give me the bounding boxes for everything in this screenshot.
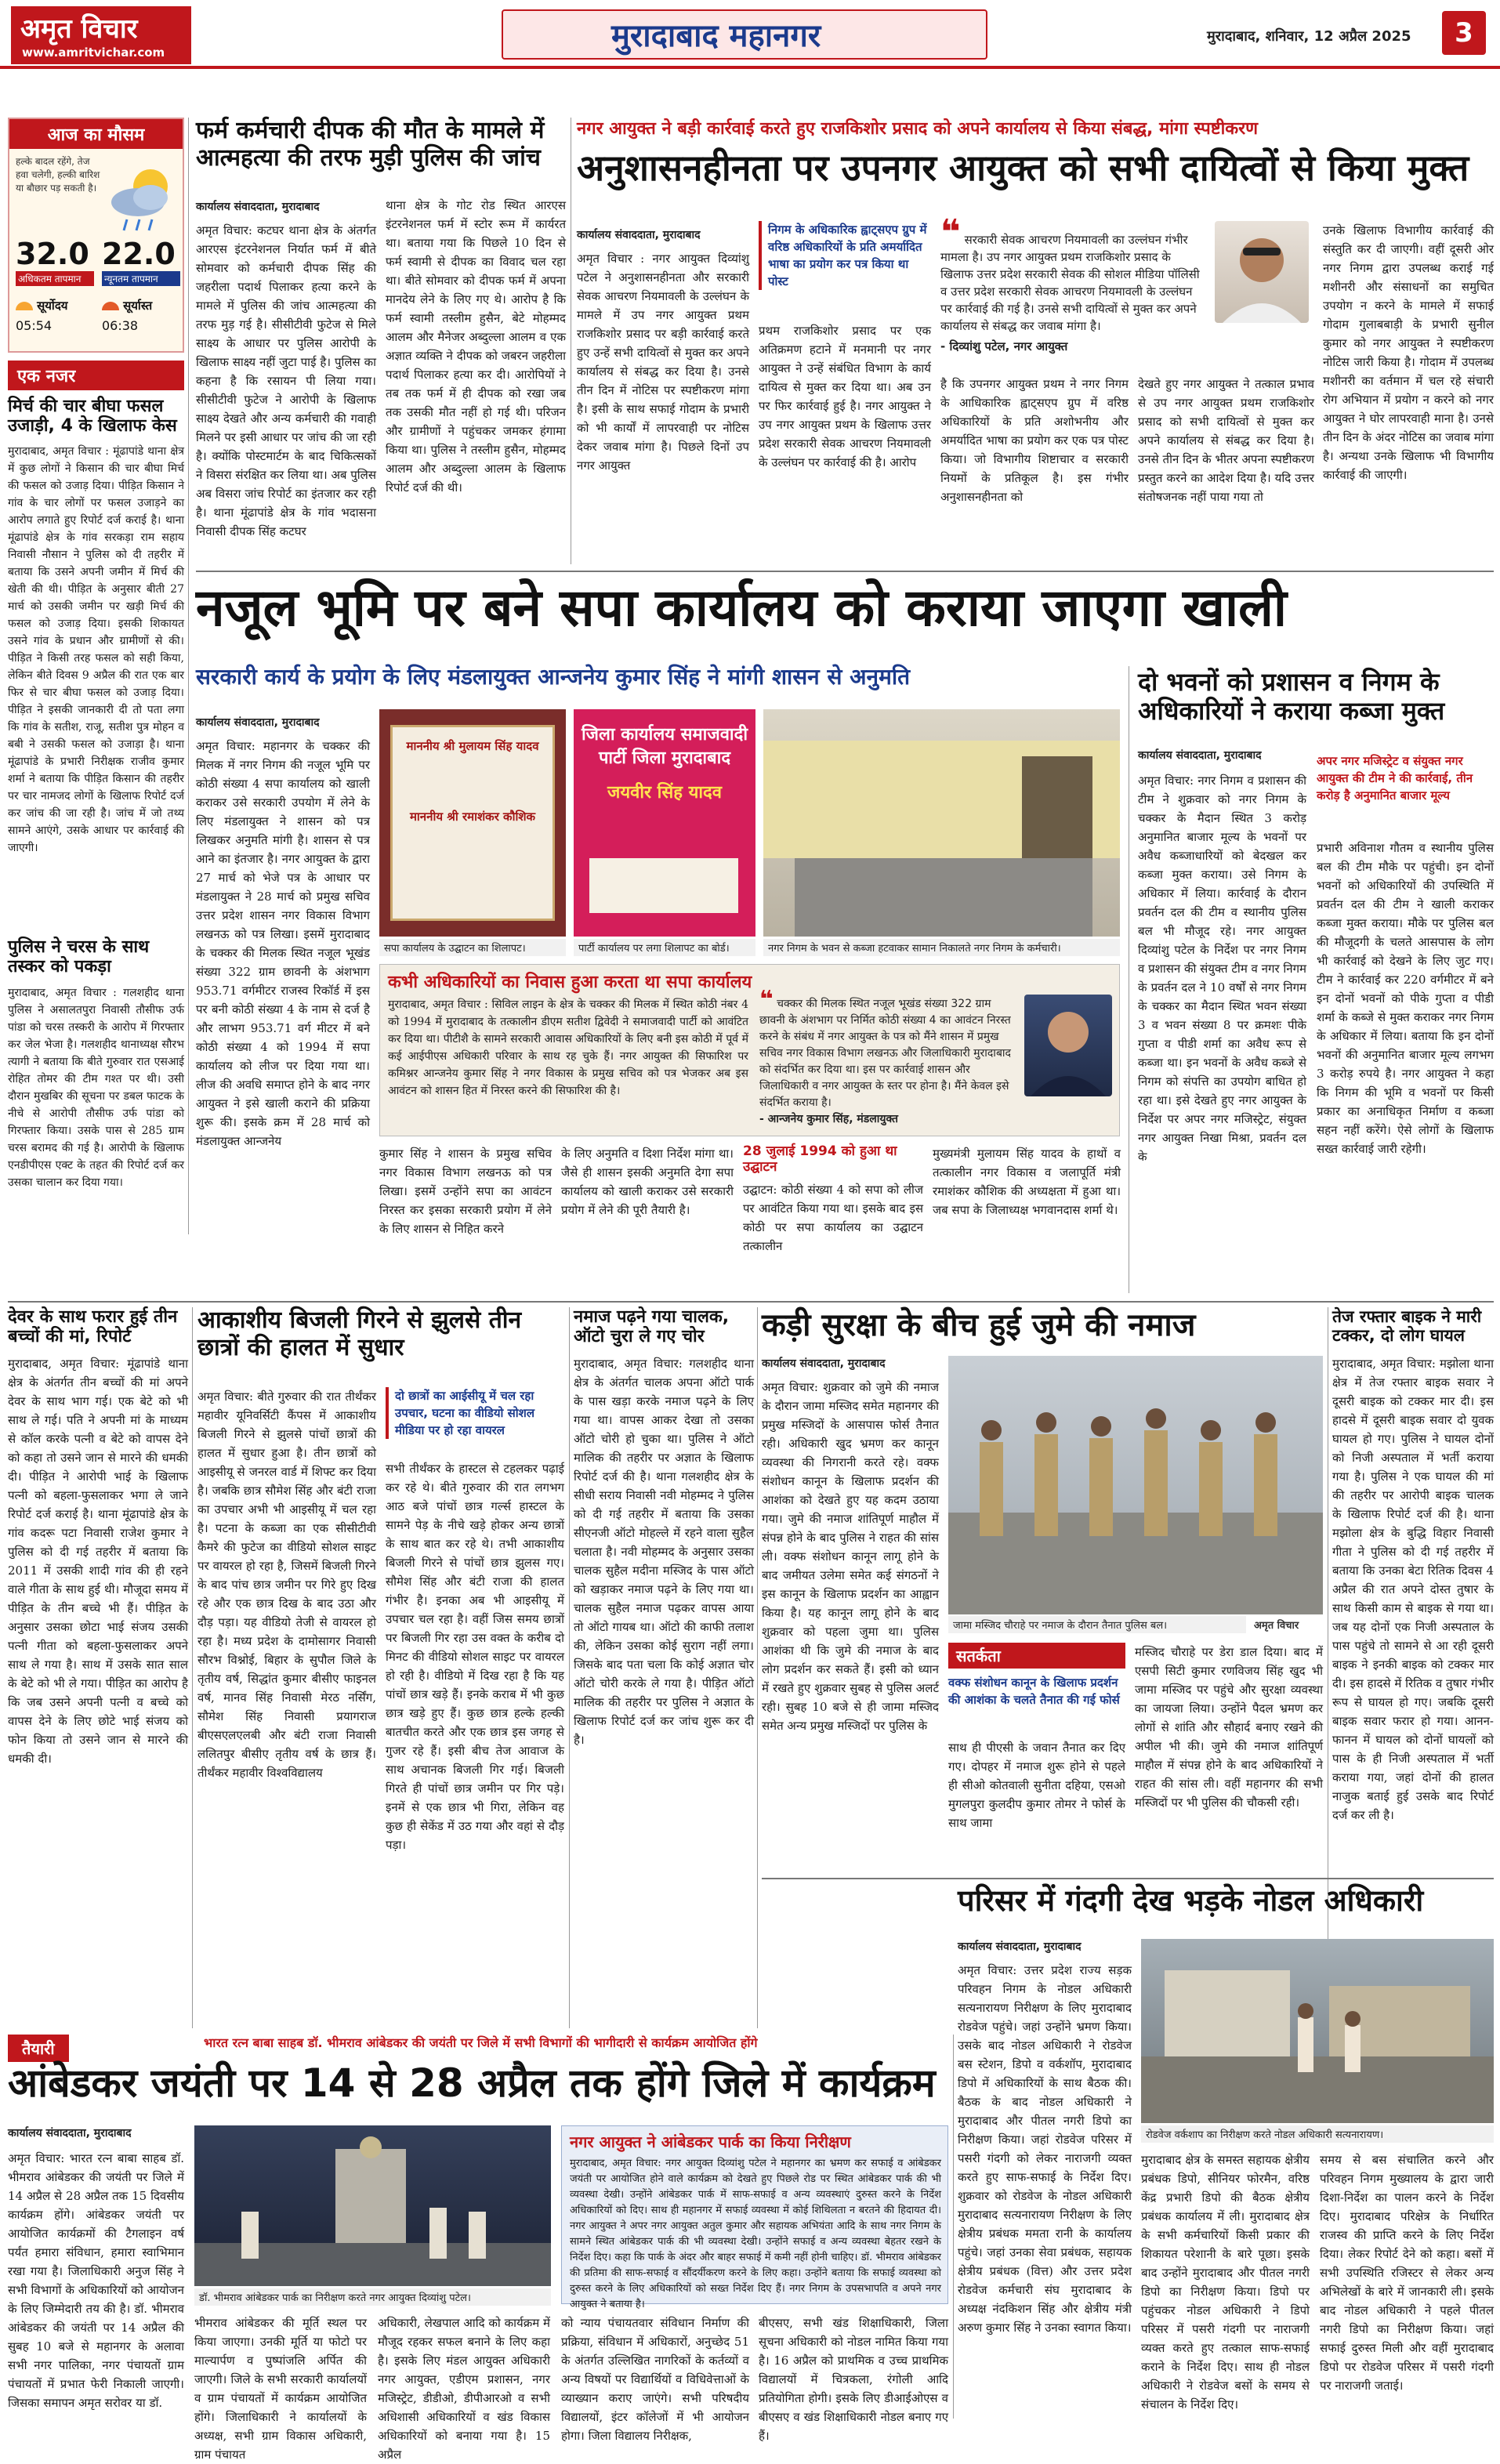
nazul-caption-1: सपा कार्यालय के उद्घाटन का शिलापट। [379, 939, 566, 956]
deepak-byline: कार्यालय संवाददाता, मुरादाबाद [196, 201, 320, 213]
page-number: 3 [1442, 11, 1486, 55]
section-title: मुरादाबाद महानगर [611, 18, 821, 54]
max-temp-label: अधिकतम तापमान [16, 271, 94, 286]
bijli-col-1: अमृत विचार: बीते गुरुवार की रात तीर्थंकर महावीर यूनिवर्सिटी कैंपस में आकाशीय बिजली गिरने से झुलसे पांचों छात्रों की हालत में सुधार हुआ है। तीन छात्रों को आइसीयू से जनरल वार्ड में शिफ्ट कर दिया है। जबकि छात्र सौमेश सिंह और बंटी राजा का उपचार अभी भी आइसीयू में चल रहा है। पटना के कब्जा का एक सीसीटीवी कैमरे की फुटेज का वीडियो सोशल साइट पर वायरल हो रहा है, जिसमें बिजली गिरने के बाद पांच छात्र जमीन पर गिरे हुए दिख रहे और एक छात्र दिख के बाद उठा और दौड़ पड़ा। यह वीडियो तेजी से वायरल हो रहा है। मध्य प्रदेश के दामोसागर निवासी सौरभ विश्नोई, बिहार के सुपौल जिले के तृतीय वर्ष, सिद्धांत कुमार बीसीए फाइनल वर्ष, मानव सिंह निवासी मेरठ नर्सिंग, सौमेश सिंह निवासी प्रयागराज बीएसएलएलबी और बंटी राजा निवासी ललितपुर बीसीए तृतीय वर्ष के छात्र हैं। तीर्थंकर महावीर विश्वविद्यालय [197, 1390, 376, 1780]
ambedkar-col-5: बीएसए, सभी खंड शिक्षाधिकारी, जिला सूचना अधिकारी को नोडल नामित किया गया है। 16 अप्रैल को प्राथमिक व उच्च प्राथमिक विद्यालयों में चित्रकला, रंगोली आदि प्रतियोगिता होगी। इसके लिए डीआईओएस व बीएसए व खंड शिक्षाधिकारी नोडल बनाए गए हैं। [759, 2316, 948, 2443]
sunset-time: 06:38 [102, 318, 139, 333]
ek-nazar-text-2: मुरादाबाद, अमृत विचार : गलशहीद थाना पुलिस ने असालतपुरा निवासी तौसीफ उर्फ पांडा को चरस तस्करी के आरोप में गिरफ्तार कर जेल भेजा है। गलशहीद थानाध्यक्ष सौरभ त्यागी ने बताया कि बीते गुरुवार रात एसआई रोहित तोमर की टीम गश्त पर थी। उसी दौरान मुखबिर की सूचना पर डबल फाटक के नीचे से आरोपी तौसीफ उर्फ पांडा को गिरफ्तार किया। उसके पास से 285 ग्राम चरस बरामद की गई है। आरोपी के खिलाफ एनडीपीएस एक्ट के तहत की रिपोर्ट दर्ज कर उसका चालान कर दिया गया। [8, 987, 184, 1189]
nazul-box-text: मुरादाबाद, अमृत विचार : सिविल लाइन के क्षेत्र के चक्कर की मिलक में स्थित कोठी नंबर 4 को 1994 में मुरादाबाद के तत्कालीन डीएम सतीश द्विवेदी ने समाजवादी पार्टी को आवंटित कर दिया था। पीटीशै के सामने सरकारी आवास अधिकारियों के लिए बनी इस कोठी में पूर्व में कई आईपीएस अधिकारी परिवार के साथ रह चुके हैं। नगर आयुक्त की सिफारिश पर कमिश्नर आन्जनेय कुमार सिंह ने नगर विकास के प्रमुख सचिव को पत्र भेजकर अब इस आवंटन को शासन हित में निरस्त करने की सिफारिश की है। [388, 998, 748, 1097]
left-rail-divider [188, 118, 189, 1234]
ambedkar-kicker: भारत रत्न बाबा साहब डॉ. भीमराव आंबेडकर की जयंती पर जिले में सभी विभागों की भागीदारी से कार्यक्रम आयोजित होंगे [204, 2035, 758, 2050]
nazul-caption-3: नगर निगम के भवन से कब्जा हटवाकर सामान निकालते नगर निगम के कर्मचारी। [763, 939, 1120, 956]
gandagi-byline: कार्यालय संवाददाता, मुरादाबाद [958, 1940, 1082, 1953]
sunset-label: सूर्यास्त [123, 299, 153, 313]
namaz-col-1: अमृत विचार: शुक्रवार को जुमे की नमाज के दौरान जामा मस्जिद समेत महानगर की प्रमुख मस्जिदों के आसपास फोर्स तैनात रही। अधिकारी खुद भ्रमण कर कानून व्यवस्था की निगरानी करते रहे। वक्फ संशोधन कानून के खिलाफ प्रदर्शन की आशंका को देखते हुए यह कदम उठाया गया। जुमे की नमाज शांतिपूर्ण माहौल में संपन्न होने के बाद पुलिस ने राहत की सांस ली। वक्फ संशोधन कानून लागू होने के बाद जमीयत उलेमा समेत कई संगठनों ने इस कानून के खिलाफ प्रदर्शन का आह्वान किया है। यह कानून लागू होने के बाद शुक्रवार को पहला जुमा था। पुलिस आशंका थी कि जुमे की नमाज के बाद लोग प्रदर्शन कर सकते हैं। इसी को ध्यान में रखते हुए शुक्रवार सुबह से पुलिस अलर्ट रही। सुबह 10 बजे से ही जामा मस्जिद समेत अन्य प्रमुख मस्जिदों पर पुलिस के [762, 1380, 939, 1733]
nazul-photo-board [574, 709, 755, 937]
nazul-box-quote [759, 988, 1018, 1128]
ambedkar-box [561, 2125, 948, 2310]
gandagi-photo [1141, 1939, 1494, 2123]
bike-text: मुरादाबाद, अमृत विचार: मझोला थाना क्षेत्र में तेज रफ्तार बाइक सवार ने दूसरी बाइक को टक्कर मार दी। इस हादसे में दूसरी बाइक सवार दो युवक घायल हो गए। पुलिस ने घायल दोनों को निजी अस्पताल में भर्ती कराया गया है। पुलिस ने एक घायल की मां की तहरीर पर आरोपी बाइक चालक के खिलाफ रिपोर्ट दर्ज की है। थाना मझोला क्षेत्र के बुद्धि विहार निवासी गीता ने पुलिस को दी गई तहरीर में बताया कि उनका बेटा रितिक दिवस 4 अप्रैल की रात अपने दोस्त तुषार के साथ किसी काम से बाइक से गया था। जब यह दोनों एक निजी अस्पताल के पास पहुंचे तो सामने से आ रही दूसरी बाइक ने इनकी बाइक को टक्कर मार दी। इस हादसे में रितिक व तुषार गंभीर रूप से घायल हो गए। जबकि दूसरी बाइक सवार फरार हो गया। आनन-फानन में घायल को दोनों घायलों को पास के ही निजी अस्पताल में भर्ती कराया गया, जहां दोनों की हालत नाजुक बताई हुई उसके बाद रिपोर्ट दर्ज कर ली है। [1332, 1357, 1494, 1822]
bike-headline: तेज रफ्तार बाइक ने मारी टक्कर, दो लोग घायल [1332, 1307, 1482, 1346]
bijli-divider [569, 1307, 570, 2028]
deepak-col-2: थाना क्षेत्र के गोट रोड स्थित आरएस इंटरनेशनल फर्म में स्टोर रूम में कार्यरत था। बताया गया कि पिछले 10 दिन से फर्म स्वामी से दीपक का विवाद चल रहा था। बीते सोमवार को दीपक फर्म में अपना मानदेय लेने के लिए गए थे। आरोप है कि फर्म स्वामी तस्लीम हुसैन, बेटे मोहम्मद आलम और मैनेजर अब्दुल्ला आलम व एक अज्ञात व्यक्ति ने दीपक को जबरन जहरीला पदार्थ पिलाकर हत्या कर दी। आरोपियों ने तब तक फर्म में ही दीपक को रखा जब तक उसकी मौत नहीं हो गई थी। परिजन और ग्रामीणों ने पहुंचकर जमकर हंगामा किया था। पुलिस ने तस्लीम हुसैन, मोहम्मद आलम और अब्दुल्ला आलम के खिलाफ रिपोर्ट दर्ज की थी। [386, 198, 566, 495]
ambedkar-tag: तैयारी [8, 2035, 69, 2062]
anushasan-col-5: उनके खिलाफ विभागीय कार्रवाई की संस्तुति कर दी जाएगी। वहीं दूसरी ओर नगर निगम द्वारा उपलब्ध कराई गई मशीनरी और संसाधनों का समुचित उपयोग न करने के मामले में सफाई गोदाम गुलाबबाड़ी के प्रभारी सुनील कुमार को नगर आयुक्त ने स्पष्टीकरण नोटिस जारी किया है। गोदाम में उपलब्ध मशीनरी का वर्तमान में चल रहे संचारी रोग अभियान में प्रयोग न करने को नगर आयुक्त ने घोर लापरवाही माना है। उनसे तीन दिन के अंदर नोटिस का जवाब मांगा है। अन्यथा उनके खिलाफ भी विभागीय कार्रवाई की जाएगी। [1323, 223, 1494, 482]
sunrise-icon [16, 302, 33, 310]
masthead-url: www.amritvichar.com [22, 45, 165, 60]
ek-nazar-text-1: मुरादाबाद, अमृत विचार : मूंढापांडे थाना क्षेत्र में कुछ लोगों ने किसान की चार बीघा मिर्च की फसल को उजाड़ दिया। पीड़ित किसान ने गांव के चार लोगों पर फसल उजाड़ने का आरोप लगाते हुए रिपोर्ट दर्ज कराई है। थाना मूंढापांडे क्षेत्र के गांव सरकड़ा राम सहाय निवासी नौसान ने पुलिस को दी तहरीर में बताया कि उसने अपनी जमीन में मिर्च की खेती की थी। पीड़ित के अनुसार बीती 27 मार्च को उसकी जमीन पर खड़ी मिर्च की फसल को उजाड़ दिया। इसकी शिकायत उसने गांव के प्रधान और ग्रामीणों से की। पीड़ित ने किसी तरह फसल को सही किया, लेकिन बीते दिवस 9 अप्रैल की रात एक बार फिर से चार बीघा फसल को उजाड़ दिया। पीड़ित ने इसकी जानकारी दी तो पता लगा कि गांव के सतीश, राजू, सतीश पुत्र मोहन व बबी ने उसकी फसल को उजाड़ा है। थाना मूंढापांडे के प्रभारी निरीक्षक राजीव कुमार शर्मा ने बताया कि पीड़ित किसान की तहरीर पर चार नामजद लोगों के खिलाफ रिपोर्ट दर्ज कर जांच की जा रही है। जांच में जो तथ्य सामने आएंगे, उसके आधार पर कार्रवाई की जाएगी। [8, 445, 184, 854]
sunrise-time: 05:54 [16, 318, 53, 333]
min-temp: 22.0 [102, 237, 176, 271]
anushasan-col-1: अमृत विचार : नगर आयुक्त दिव्यांशु पटेल ने अनुशासनहीनता और सरकारी सेवक आचरण नियमावली के उल्लंघन के मामले में उप नगर आयुक्त प्रथम राजकिशोर प्रसाद पर बड़ी कार्रवाई करते हुए उन्हें सभी दायित्वों से मुक्त कर अपने कार्यालय से संबद्ध कर दिया है। उनसे तीन दिन में नोटिस पर स्पष्टीकरण मांगा है। इसी के साथ सफाई गोदाम के प्रभारी को भी कार्यों में लापरवाही पर नोटिस देकर जवाब मांगा है। पिछले दिनों उप नगर आयुक्त [577, 252, 749, 473]
nazul-col-3: के लिए अनुमति व दिशा निर्देश मांगा था। जैसे ही शासन इसकी अनुमति देगा सपा कार्यालय को खाली कराकर उसे सरकारी प्रयोग में लेने की पूरी तैयारी है। [561, 1147, 734, 1217]
nazul-col-4: उद्घाटन: कोठी संख्या 4 को सपा को लीज पर आवंटित किया गया था। इसके बाद इस कोठी पर सपा कार्यालय का उद्घाटन तत्कालीन [743, 1183, 923, 1253]
namaz-col-3: मस्जिद चौराहे पर डेरा डाल दिया। बाद में एसपी सिटी कुमार रणविजय सिंह खुद भी जामा मस्जिद पर पहुंचे और सुरक्षा व्यवस्था का जायजा लिया। उन्होंने पैदल भ्रमण कर लोगों से शांति और सौहार्द बनाए रखने की अपील भी की। जुमे की नमाज शांतिपूर्ण माहौल में संपन्न होने के बाद अधिकारियों ने राहत की सांस ली। वहीं महानगर की सभी मस्जिदों पर भी पुलिस की चौकसी रही। [1135, 1645, 1323, 1810]
kabza-note: अपर नगर मजिस्ट्रेट व संयुक्त नगर आयुक्त की टीम ने की कार्रवाई, तीन करोड़ है अनुमानित बाजार मूल्य [1317, 754, 1473, 803]
ambedkar-photo [194, 2125, 551, 2286]
deepak-col-1: अमृत विचार: कटघर थाना क्षेत्र के अंतर्गत आरएस इंटरनेशनल निर्यात फर्म में बीते सोमवार को कर्मचारी दीपक सिंह की जहरीला पदार्थ पिलाकर हत्या करने के मामले में पुलिस की जांच आत्महत्या की तरफ मुड़ गई है। सीसीटीवी फुटेज से मिले साक्ष्य के आधार पर पुलिस आरोपी के खिलाफ साक्ष्य नहीं जुटा पाई है। पुलिस का कहना है कि रसायन पी लिया गया। सीसीटीवी फुटेज ने आरोपी के खिलाफ साक्ष्य देखते और अन्य कर्मचारी की गवाही मिलने पर इसी आधार पर जांच की जा रही है। क्योंकि पोस्टमार्टम के बाद चिकित्सकों ने विसरा संरक्षित कर लिया था। अब पुलिस अब विसरा जांच रिपोर्ट का इंतजार कर रही है। थाना मूंढापांडे क्षेत्र के गांव भदासना निवासी दीपक सिंह कटघर [196, 223, 376, 538]
nazul-col-1: अमृत विचार: महानगर के चक्कर की मिलक में नगर निगम की नजूल भूमि पर कोठी संख्या 4 सपा कार्यालय को खाली कराकर उसे सरकारी उपयोग में लेने के लिए मंडलायुक्त ने शासन को पत्र लिखकर अनुमति मांगी है। शासन से पत्र आने का इंतजार है। नगर आयुक्त के द्वारा 27 मार्च को भेजे पत्र के आधार पर मंडलायुक्त ने 28 मार्च को प्रमुख सचिव उत्तर प्रदेश शासन नगर विकास विभाग लखनऊ को पत्र लिखा। इसमें मुरादाबाद के चक्कर की मिलक स्थित नजूल भूखंड संख्या 322 ग्राम छावनी के अंशभाग 953.71 वर्गमीटर राजस्व रिकॉर्ड में इस पर बनी कोठी संख्या 4 के नाम से दर्ज है और लाभग 953.71 वर्ग मीटर में बने कोठी संख्या 4 को 1994 में सपा कार्यालय को लीज पर दिया गया था। लीज की अवधि समाप्त होने के बाद नगर आयुक्त ने इसे खाली कराने की प्रक्रिया शुरू की। इसके क्रम में 28 मार्च को मंडलायुक्त आन्जनेय [196, 739, 370, 1148]
chor-divider [757, 1307, 758, 2028]
ambedkar-photo-caption: डॉ. भीमराव आंबेडकर पार्क का निरीक्षण करते नगर आयुक्त दिव्यांशु पटेल। [194, 2288, 551, 2306]
sunset-block [102, 298, 180, 333]
nazul-col-4-head: 28 जुलाई 1994 को हुआ था उद्घाटन [743, 1143, 897, 1175]
ambedkar-box-head: नगर आयुक्त ने आंबेडकर पार्क का किया निरीक्षण [570, 2132, 851, 2151]
masthead-logo-block [11, 6, 191, 64]
dahej-headline: देवर के साथ फरार हुई तीन बच्चों की मां, रिपोर्ट [8, 1307, 178, 1347]
ambedkar-divider [953, 2035, 954, 2419]
namaz-photo [948, 1356, 1323, 1614]
commissioner-2-photo [1024, 995, 1112, 1096]
board-line-1: जिला कार्यालय समाजवादी पार्टी जिला मुरादाबाद [581, 725, 748, 768]
kabza-headline: दो भवनों को प्रशासन व निगम के अधिकारियों ने कराया कब्जा मुक्त [1138, 667, 1445, 726]
anushasan-quote-text: सरकारी सेवक आचरण नियमावली का उल्लंघन गंभीर मामला है। उप नगर आयुक्त प्रथम राजकिशोर प्रसाद के खिलाफ उत्तर प्रदेश सरकारी सेवक की सोशल मीडिया पॉलिसी व उत्तर प्रदेश सरकारी सेवक आचरण नियमावली के उल्लंघन पर कार्रवाई की गई है। उनसे सभी दायित्वों से मुक्त कर अपने कार्यालय से संबद्ध कर जवाब मांगा है। [940, 233, 1200, 333]
page-date: मुरादाबाद, शनिवार, 12 अप्रैल 2025 [1207, 28, 1411, 45]
anushasan-headline: अनुशासनहीनता पर उपनगर आयुक्त को सभी दायित्वों से किया मुक्त [577, 147, 1469, 189]
nazul-photo-plaque [379, 709, 566, 937]
quote-mark-icon: ❝ [759, 986, 774, 1013]
deepak-headline: फर्म कर्मचारी दीपक की मौत के मामले में आत्महत्या की तरफ मुड़ी पुलिस की जांच [196, 117, 545, 172]
ambedkar-col-3: अधिकारी, लेखपाल आदि को कार्यक्रम में मौजूद रहकर सफल बनाने के लिए कहा है। इसके लिए मंडल आयुक्त अधिकारी नगर आयुक्त, एडीएम प्रशासन, नगर मजिस्ट्रेट, डीडीओ, डीपीआरओ व सभी अधिशासी अधिकारियों व खंड विकास अधिकारियों को बनाया गया है। 15 अप्रैल [378, 2316, 550, 2462]
anushasan-quote [940, 212, 1207, 370]
bijli-headline: आकाशीय बिजली गिरने से झुलसे तीन छात्रों की हालत में सुधार [197, 1306, 522, 1361]
namaz-alert-text: वक्फ संशोधन कानून के खिलाफ प्रदर्शन की आशंका के चलते तैनात की गई फोर्स [948, 1676, 1120, 1707]
namaz-photo-caption: जामा मस्जिद चौराहे पर नमाज के दौरान तैनात पुलिस बल। [948, 1616, 1246, 1633]
ambedkar-col-2: भीमराव आंबेडकर की मूर्ति स्थल पर किया जाएगा। उनकी मूर्ति या फोटो पर माल्यार्पण व पुष्पांजलि अर्पित की जाएगी। जिले के सभी सरकारी कार्यालयों व ग्राम पंचायतों में कार्यक्रम आयोजित होंगे। जिलाधिकारी ने कार्यालयों के अध्यक्ष, सभी ग्राम विकास अधिकारी, ग्राम पंचायत [194, 2316, 367, 2462]
max-temp: 32.0 [16, 237, 89, 271]
ambedkar-headline: आंबेडकर जयंती पर 14 से 28 अप्रैल तक होंगे जिले में कार्यक्रम [8, 2060, 936, 2106]
max-temp-block [16, 237, 94, 286]
gandagi-photo-caption: रोडवेज वर्कशाप का निरीक्षण करते नोडल अधिकारी सत्यनारायण। [1141, 2125, 1494, 2143]
namaz-col-2: साथ ही पीएसी के जवान तैनात कर दिए गए। दोपहर में नमाज शुरू होने से पहले ही सीओ कोतवाली सुनीता दहिया, एसओ मुगलपुरा कुलदीप कुमार तोमर ने फोर्स के साथ जामा [948, 1741, 1125, 1830]
chor-text: मुरादाबाद, अमृत विचार: गलशहीद थाना क्षेत्र के अंतर्गत चालक अपना ऑटो पार्क के पास खड़ा करके नमाज पढ़ने के लिए गया था। वापस आकर देखा तो उसका ऑटो चोरी हो चुका था। पुलिस ने ऑटो मालिक की तहरीर पर अज्ञात के खिलाफ रिपोर्ट दर्ज की है। थाना गलशहीद क्षेत्र के सीधी सराय निवासी नवी मोहम्मद ने पुलिस को दी गई तहरीर में बताया कि उसका सीएनजी ऑटो मोहल्ले में रहने वाला सुहैल चलाता है। नवी मोहम्मद के अनुसार उसका चालक सुहैल मदीना मस्जिद के पास ऑटो को खड़ाकर नमाज पढ़ने के लिए गया था। चालक सुहैल नमाज पढ़कर वापस आया तो ऑटो गायब था। ऑटो की काफी तलाश की, लेकिन उसका कोई सुराग नहीं लगा। जिसके बाद पता चला कि कोई अज्ञात चोर ऑटो चोरी करके ले गया है। पीड़ित ऑटो मालिक की तहरीर पर पुलिस ने अज्ञात के खिलाफ रिपोर्ट दर्ज कर जांच शुरू कर दी है। [574, 1357, 754, 1747]
board-line-2: जयवीर सिंह यादव [607, 783, 722, 803]
dahej-divider [192, 1307, 193, 2028]
plaque-line-1: माननीय श्री मुलायम सिंह यादव [406, 739, 539, 753]
bijli-note: दो छात्रों का आईसीयू में चल रहा उपचार, घटना का वीडियो सोशल मीडिया पर हो रहा वायरल [386, 1387, 564, 1439]
commissioner-photo [1215, 221, 1309, 323]
masthead-logo: अमृत विचार [20, 13, 138, 45]
kabza-col-2: प्रभारी अविनाश गौतम व स्थानीय पुलिस बल की टीम मौके पर पहुंची। इन दोनों भवनों को अधिकारियों की उपस्थिति में प्रवर्तन दल की टीम ने खाली कराकर कब्जा मुक्त कराया। मौके पर पुलिस बल की मौजूदगी के चलते आसपास के लोग भी कार्रवाई को देखने के लिए जुट गए। टीम ने कार्रवाई कर 220 वर्गमीटर में बने इन दोनों भवनों को पीके गुप्ता व पीडी शर्मा के कब्जे से मुक्त कराकर नगर निगम के अधिकार में लिया। बताया कि इन दोनों भवनों की अनुमानित बाजार मूल्य लगभग 3 करोड़ रुपये है। नगर आयुक्त ने कहा कि निगम की भूमि व भवनों पर किसी प्रकार का अनाधिकृत निर्माण व कब्जा सहन नहीं करेंगे। ऐसे लोगों के खिलाफ सख्त कार्रवाई जारी रहेगी। [1317, 841, 1494, 1156]
nazul-box [379, 964, 1120, 1136]
top-section-divider [196, 571, 1494, 572]
nazul-box-headline: कभी अधिकारियों का निवास हुआ करता था सपा कार्यालय [388, 973, 752, 992]
plaque-line-2: माननीय श्री रमाशंकर कौशिक [409, 810, 536, 824]
weather-title: आज का मौसम [9, 119, 183, 149]
kabza-byline: कार्यालय संवाददाता, मुरादाबाद [1138, 749, 1262, 762]
sunrise-label: सूर्योदय [37, 299, 68, 313]
middle-section-divider [8, 1301, 1494, 1303]
lower-section-divider [762, 1878, 1494, 1879]
cloud-rain-icon [105, 163, 179, 234]
masthead [0, 0, 1500, 69]
quote-mark-icon: ❝ [940, 212, 961, 252]
ambedkar-col-4: को न्याय पंचायतवार संविधान निर्माण की प्रक्रिया, संविधान में अधिकारों, अनुच्छेद 51 के अंतर्गत उल्लिखित नागरिकों के कर्तव्यों व अन्य विषयों पर विद्यार्थियों व विधिवेत्ताओं के व्याख्यान कराए जाएंगे। सभी परिषदीय विद्यालयों, इंटर कॉलेजों में भी आयोजन होगा। जिला विद्यालय निरीक्षक, [561, 2316, 749, 2443]
weather-box [8, 118, 184, 353]
gandagi-headline: परिसर में गंदगी देख भड़के नोडल अधिकारी [958, 1883, 1424, 1918]
nazul-col-5: मुख्यमंत्री मुलायम सिंह यादव के हाथों व तत्कालीन नगर विकास व जलापूर्ति मंत्री रमाशंकर कौशिक की अध्यक्षता में हुआ था। जब सपा के जिलाध्यक्ष भगवानदास शर्मा थे। [933, 1147, 1121, 1217]
anushasan-kicker: नगर आयुक्त ने बड़ी कार्रवाई करते हुए राजकिशोर प्रसाद को अपने कार्यालय से किया संबद्ध, मांगा स्पष्टीकरण [577, 119, 1259, 139]
nazul-photo-building [763, 709, 1120, 937]
anushasan-col-3: है कि उपनगर आयुक्त प्रथम ने नगर निगम के आधिकारिक ह्वाट्सएप ग्रुप में वरिष्ठ अधिकारियों के प्रति अशोभनीय और अमर्यादित भाषा का प्रयोग कर एक पत्र पोस्ट किया। जो विभागीय शिष्टाचार व सरकारी नियमों के प्रतिकूल है। इस गंभीर अनुशासनहीनता को [940, 377, 1129, 504]
namaz-alert-tag: सतर्कता [948, 1643, 1125, 1669]
sunrise-block [16, 298, 94, 333]
ambedkar-col-1: अमृत विचार: भारत रत्न बाबा साहब डॉ. भीमराव आंबेडकर की जयंती पर जिले में 14 अप्रैल से 28 अप्रैल तक 15 दिवसीय कार्यक्रम होंगे। आंबेडकर जयंती पर आयोजित कार्यक्रमों की टैगलाइन वर्ष पर्यंत हमारा संविधान, हमारा स्वाभिमान रखा गया है। जिलाधिकारी अनुज सिंह ने सभी विभागों के अधिकारियों को आयोजन के लिए जिम्मेदारी तय की है। डॉ. भीमराव आंबेडकर की जयंती पर 14 अप्रैल की सुबह 10 बजे से महानगर के अलावा सभी नगर पालिका, नगर पंचायतों ग्राम पंचायतों में प्रभात फेरी निकाली जाएगी। जिसका समापन अमृत सरोवर या डॉ. [8, 2151, 184, 2410]
namaz-headline: कड़ी सुरक्षा के बीच हुई जुमे की नमाज [762, 1307, 1196, 1343]
namaz-byline: कार्यालय संवाददाता, मुरादाबाद [762, 1357, 886, 1370]
ek-nazar-tag: एक नजर [8, 361, 184, 390]
anushasan-byline: कार्यालय संवाददाता, मुरादाबाद [577, 229, 701, 241]
gandagi-col-1: अमृत विचार: उत्तर प्रदेश राज्य सड़क परिवहन निगम के नोडल अधिकारी सत्यनारायण निरीक्षण के लिए मुरादाबाद रोडवेज पहुंचे। जहां उन्होंने भ्रमण किया। उसके बाद नोडल अधिकारी ने रोडवेज बस स्टेशन, डिपो व वर्कशॉप, मुरादाबाद डिपो में अधिकारियों के साथ बैठक की। बैठक के बाद नोडल अधिकारी ने मुरादाबाद और पीतल नगरी डिपो का निरीक्षण किया। जहां रोडवेज परिसर में पसरी गंदगी को लेकर नाराजगी व्यक्त करते हुए साफ-सफाई के निर्देश दिए। शुक्रवार को रोडवेज के नोडल अधिकारी मुरादाबाद सत्यनारायण निरीक्षण के लिए क्षेत्रीय प्रबंधक ममता रानी के कार्यालय पहुंचे। जहां उनका सेवा प्रबंधक, सहायक क्षेत्रीय प्रबंधक (वित्त) और उत्तर प्रदेश रोडवेज कर्मचारी संघ मुरादाबाद के अध्यक्ष नंदकिशन सिंह और क्षेत्रीय मंत्री अरुण कुमार सिंह ने उनका स्वागत किया। [958, 1963, 1132, 2335]
anushasan-note: निगम के अधिकारिक ह्वाट्सएप ग्रुप में वरिष्ठ अधिकारियों के प्रति अमर्यादित भाषा का प्रयोग कर पत्र किया था पोस्ट [759, 221, 931, 290]
anushasan-col-4: देखते हुए नगर आयुक्त ने तत्काल प्रभाव से उप नगर आयुक्त प्रथम राजकिशोर प्रसाद को सभी दायित्वों से मुक्त कर अपने कार्यालय से संबद्ध कर दिया है। उनसे तीन दिन के भीतर अपना स्पष्टीकरण प्रस्तुत करने का आदेश दिया है। यदि उत्तर संतोषजनक नहीं पाया गया तो [1138, 377, 1314, 504]
min-temp-label: न्यूनतम तापमान [102, 271, 180, 286]
nazul-headline: नजूल भूमि पर बने सपा कार्यालय को कराया जाएगा खाली [196, 578, 1287, 638]
min-temp-block [102, 237, 180, 286]
gandagi-col-2: मुरादाबाद क्षेत्र के समस्त सहायक क्षेत्रीय प्रबंधक डिपो, सीनियर फोरमैन, वरिष्ठ केंद्र प्रभारी डिपो की बैठक क्षेत्रीय प्रबंधक कार्यालय में ली। मुरादाबाद क्षेत्र के सभी कर्मचारियों किसी प्रकार की शिकायत परेशानी के बारे पूछा। इसके बाद उन्होंने मुरादाबाद और पीतल नगरी डिपो का निरीक्षण किया। डिपो पर पहुंचकर नोडल अधिकारी ने डिपो परिसर में पसरी गंदगी पर नाराजगी व्यक्त करते हुए तत्काल साफ-सफाई कराने के निर्देश दिए। साथ ही नोडल अधिकारी ने रोडवेज बसों के समय से संचालन के निर्देश दिए। [1141, 2153, 1310, 2411]
nazul-byline: कार्यालय संवाददाता, मुरादाबाद [196, 716, 320, 729]
nazul-subhead: सरकारी कार्य के प्रयोग के लिए मंडलायुक्त आन्जनेय कुमार सिंह ने मांगी शासन से अनुमति [196, 664, 911, 690]
bijli-col-2: सभी तीर्थंकर के हास्टल से टहलकर पढ़ाई कर रहे थे। बीते गुरुवार की रात लगभग आठ बजे पांचों छात्र गर्ल्स हास्टल के सामने पेड़ के नीचे खड़े होकर अन्य छात्रों के साथ बात कर रहे थे। तभी आकाशीय बिजली गिरने से पांचों छात्र झुलस गए। सौमेश सिंह और बंटी राजा की हालत गंभीर है। इनका अब भी आइसीयू में उपचार चल रहा है। वहीं जिस समय छात्रों पर बिजली गिर रहा उस वक्त के करीब दो मिनट की वीडियो सोशल साइट पर वायरल हो रही है। वीडियो में दिख रहा है कि यह पांचों छात्र खड़े हैं। इनके कराब में भी कुछ छात्र खड़े हुए हैं। कुछ छात्र हल्के हल्की बातचीत करते और एक छात्र इस जगह से गुजर रहे हैं। इसी बीच तेज आवाज के साथ अचानक बिजली गिर गई। बिजली गिरते ही पांचों छात्र जमीन पर गिर पड़े। इनमें से एक छात्र भी गिरा, लेकिन वह कुछ ही सेकेंड में उठ गया और वहां से दौड़ पड़ा। [386, 1462, 564, 1852]
dahej-text: मुरादाबाद, अमृत विचार: मूंढापांडे थाना क्षेत्र के अंतर्गत तीन बच्चों की मां अपने देवर के साथ भाग गई। एक बेटे को भी साथ ले गई। पति ने अपनी मां के माध्यम से कॉल करके पत्नी व बेटे को वापस देने को कहा तो उसने जान से मारने की धमकी दी। पीड़ित ने आरोपी भाई के खिलाफ पत्नी को बहला-फुसलाकर भगा ले जाने रिपोर्ट दर्ज कराई है। थाना मूंढापांडे क्षेत्र के गांव कदरू पटा निवासी राजेश कुमार ने पुलिस को दी गई तहरीर में बताया कि 2011 में उसकी शादी गांव की ही रहने वाले गीता के साथ हुई थी। मौजूदा समय में पीड़ित के तीन बच्चे भी हैं। पीड़ित के अनुसार उसका छोटा भाई संजय उसकी पत्नी गीता को बहला-फुसलाकर अपने साथ ले गया है। साथ में उसके सात साल के बेटे को भी ले गया। पीड़ित का आरोप है कि जब उसने अपनी पत्नी व बच्चे को वापस देने के लिए छोटे भाई संजय को फोन किया तो उसने जान से मारने की धमकी दी। [8, 1357, 188, 1766]
weather-forecast: हल्के बादल रहेंगे, तेज हवा चलेगी, हल्की बारिश या बौछार पड़ सकती है। [16, 156, 100, 194]
ambedkar-byline: कार्यालय संवाददाता, मुरादाबाद [8, 2127, 132, 2140]
ek-nazar-headline-2: पुलिस ने चरस के साथ तस्कर को पकड़ा [8, 937, 150, 977]
chor-headline: नमाज पढ़ने गया चालक, ऑटो चुरा ले गए चोर [574, 1307, 730, 1347]
ek-nazar-headline-1: मिर्च की चार बीघा फसल उजाड़ी, 4 के खिलाफ केस [8, 397, 177, 437]
sunset-icon [102, 302, 119, 310]
namaz-photo-credit: अमृत विचार [1254, 1620, 1299, 1632]
ambedkar-box-text: मुरादाबाद, अमृत विचार: नगर आयुक्त दिव्यांशु पटेल ने महानगर का भ्रमण कर सफाई व आंबेडकर जयंती पर आयोजित होने वाले कार्यक्रम को देखते हुए पिछले रोड पर स्थित आंबेडकर पार्क की भी व्यवस्था देखी। उन्होंने आंबेडकर पार्क में साफ-सफाई व अन्य व्यवस्थाएं दुरुस्त करने के निर्देश अधिकारियों को दिए। साथ ही महानगर में सफाई व्यवस्था में कोई शिथिलता न बरतने की हिदायत दी। नगर आयुक्त ने अपर नगर आयुक्त अतुल कुमार और सहायक अभियंता आदि के साथ नगर निगम के सामने स्थित आंबेडकर पार्क की भी व्यवस्था देखी। उन्होंने सफाई व अन्य व्यवस्था बेहतर रखने के निर्देश दिए। कहा कि पार्क के अंदर और बाहर सफाई में कमी नहीं होनी चाहिए। डॉ. भीमराव आंबेडकर की प्रतिमा की साफ-सफाई व सौंदर्यीकरण करने के लिए कहा। उन्होंने बताया कि सफाई व्यवस्था को दुरुस्त करने के लिए अधिकारियों को सख्त निर्देश दिए हैं। नगर निगम के उपसभापति व अपने नगर आयुक्त ने बताया है। [570, 2158, 941, 2310]
anushasan-quote-by: - दिव्यांशु पटेल, नगर आयुक्त [940, 339, 1068, 353]
anushasan-col-2: प्रथम राजकिशोर प्रसाद पर एक अतिक्रमण हटाने में मनमानी पर नगर आयुक्त ने उन्हें संबंधित विभाग के कार्य दायित्व से मुक्त कर दिया था। अब उन पर फिर कार्रवाई हुई है। नगर आयुक्त ने उप नगर आयुक्त प्रथम के खिलाफ उत्तर प्रदेश सरकारी सेवक आचरण नियमावली के उल्लंघन पर कार्रवाई की है। आरोप [759, 324, 931, 469]
nazul-box-quote-text: चक्कर की मिलक स्थित नजूल भूखंड संख्या 322 ग्राम छावनी के अंशभाग पर निर्मित कोठी संख्या 4 का आवंटन निरस्त करने के संबंध में नगर आयुक्त के पत्र को मैंने शासन में प्रमुख सचिव नगर विकास विभाग लखनऊ और जिलाधिकारी मुरादाबाद को संदर्भित कर दिया था। इस पर कार्रवाई शासन और जिलाधिकारी व नगर आयुक्त के स्तर पर होना है। मैंने केवल इसे संदर्भित कराया है। [759, 998, 1011, 1109]
nazul-col-2: कुमार सिंह ने शासन के प्रमुख सचिव नगर विकास विभाग लखनऊ को पत्र लिखा। इसमें उन्होंने सपा का आवंटन निरस्त कर इसका सरकारी प्रयोग में लेने के लिए शासन से निहित करने [379, 1147, 552, 1236]
nazul-box-quote-by: - आन्जनेय कुमार सिंह, मंडलायुक्त [759, 1113, 898, 1125]
kabza-col-1: अमृत विचार: नगर निगम व प्रशासन की टीम ने शुक्रवार को नगर निगम के चक्कर के मैदान स्थित 3 करोड़ अनुमानित बाजार मूल्य के भवनों पर अवैध कब्जाधारियों को बेदखल कर कब्जा मुक्त कराया। उसे निगम के अधिकार में लिया। कार्रवाई के दौरान प्रवर्तन दल की टीम व स्थानीय पुलिस बल भी मौजूद रहे। नगर आयुक्त दिव्यांशु पटेल के निर्देश पर नगर निगम व प्रशासन की संयुक्त टीम व नगर निगम के प्रवर्तन दल ने 10 वर्षों से नगर निगम के चक्कर का मैदान स्थित भवन संख्या 3 व भवन संख्या 8 पर क्रमशः पीके गुप्ता व पीडी शर्मा का अवैध रूप से कब्जा था। इन भवनों के अवैध कब्जे से निगम को संपत्ति का उपयोग बाधित हो रहा था। इसे देखते हुए नगर आयुक्त के निर्देश पर अपर नगर मजिस्ट्रेट, संयुक्त नगर आयुक्त निखा मिश्रा, प्रवर्तन दल के [1138, 774, 1306, 1164]
gandagi-col-3: समय से बस संचालित करने और परिवहन निगम मुख्यालय के द्वारा जारी दिशा-निर्देश का पालन करने के निर्देश दिए। मुरादाबाद परिक्षेत्र के निर्धारित राजस्व की प्राप्ति करने के लिए निर्देश दिया। लेकर रिपोर्ट देने को कहा। बसों में सभी उपस्थिति रजिस्टर से लेकर अन्य अभिलेखों के बारे में जानकारी ली। इसके बाद नोडल अधिकारी ने पहले पीतल नगरी डिपो का निरीक्षण किया। जहां सफाई दुरुस्त मिली और वहीं मुरादाबाद डिपो पर रोडवेज परिसर में पसरी गंदगी पर नाराजगी जताई। [1320, 2153, 1494, 2393]
nazul-caption-2: पार्टी कार्यालय पर लगा शिलापट का बोर्ड। [574, 939, 755, 956]
